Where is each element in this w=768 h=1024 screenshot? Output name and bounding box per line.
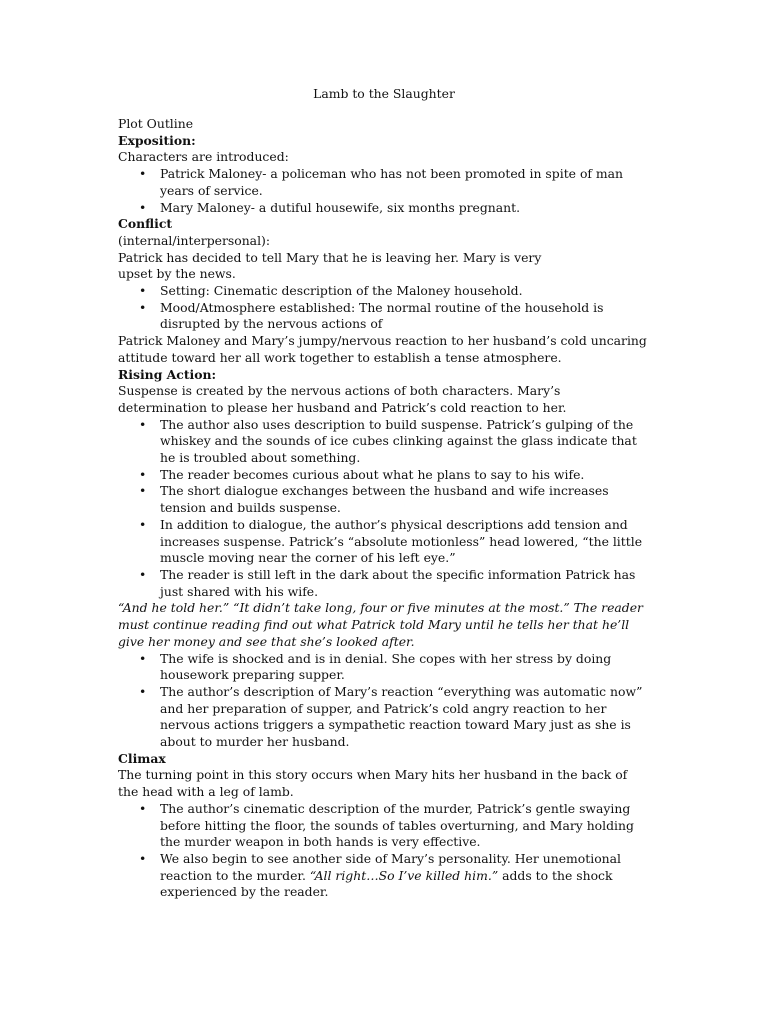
list-item: • Setting: Cinematic description of the Maloney household. xyxy=(118,283,648,300)
climax-bullet-quote: “All right…So I’ve killed him.” xyxy=(309,867,499,883)
climax-bullet-text-end: adds to the shock experienced by the reader. xyxy=(160,867,613,900)
document-title: Lamb to the Slaughter xyxy=(313,86,455,101)
exposition-list xyxy=(118,166,648,216)
conflict-paragraph-2: Patrick Maloney and Mary’s jumpy/nervous reaction to her husband’s cold uncaring attitude toward her all work together to establish a tense atmosphere. xyxy=(118,333,647,365)
list-item: • The short dialogue exchanges between the husband and wife increases tension and builds suspense. xyxy=(118,483,648,516)
list-item: • The author’s cinematic description of the murder, Patrick’s gentle swaying before hitting the floor, the sounds of tables overturning, and Mary holding the murder weapon in both hands is very effective. xyxy=(118,801,648,851)
rising-action-list-2 xyxy=(118,651,648,751)
document-body xyxy=(118,116,648,901)
list-item: • In addition to dialogue, the author’s physical descriptions add tension and increases suspense. Patrick’s “absolute motionless” head lowered, “the little muscle moving near the corner of his left eye.” xyxy=(118,517,648,567)
conflict-list xyxy=(118,283,648,333)
list-item: • The author also uses description to build suspense. Patrick’s gulping of the whiskey and the sounds of ice cubes clinking against the glass indicate that he is troubled about something. xyxy=(118,417,648,467)
exposition-intro: Characters are introduced: xyxy=(118,149,289,165)
exposition-heading: Exposition: xyxy=(118,132,196,148)
rising-action-list xyxy=(118,417,648,601)
climax-paragraph: The turning point in this story occurs when Mary hits her husband in the back of the head with a leg of lamb. xyxy=(118,767,628,800)
list-item: • The reader is still left in the dark about the specific information Patrick has just shared with his wife. xyxy=(118,567,648,600)
plot-outline-label: Plot Outline xyxy=(118,116,194,131)
rising-action-quote: “And he told her.” “It didn’t take long, four or five minutes at the most.” The reader must continue reading find out what Patrick told Mary until he tells her that he’ll give her money and see that she’s looked after. xyxy=(118,600,643,649)
list-item: • Mary Maloney- a dutiful housewife, six months pregnant. xyxy=(118,200,648,217)
list-item: • The wife is shocked and is in denial. She copes with her stress by doing housework preparing supper. xyxy=(118,651,648,684)
rising-action-heading: Rising Action: xyxy=(118,366,217,382)
conflict-subheading: (internal/interpersonal): xyxy=(118,232,271,248)
list-item: • The reader becomes curious about what he plans to say to his wife. xyxy=(118,467,648,484)
list-item xyxy=(118,851,648,901)
list-item: • Mood/Atmosphere established: The normal routine of the household is disrupted by the nervous actions of xyxy=(118,300,648,333)
climax-bullet-text: We also begin to see another side of Mary’s personality. Her unemotional reaction to the murder. xyxy=(160,850,621,883)
climax-heading: Climax xyxy=(118,750,166,766)
list-item: • Patrick Maloney- a policeman who has not been promoted in spite of man years of service. xyxy=(118,166,648,199)
conflict-heading: Conflict xyxy=(118,216,173,232)
climax-list xyxy=(118,801,648,901)
rising-action-paragraph: Suspense is created by the nervous actions of both characters. Mary’s determination to please her husband and Patrick’s cold reaction to her. xyxy=(118,383,567,415)
list-item: • The author’s description of Mary’s reaction “everything was automatic now” and her preparation of supper, and Patrick’s cold angry reaction to her nervous actions triggers a sympathetic reaction toward Mary just as she is about to murder her husband. xyxy=(118,684,648,751)
conflict-paragraph: Patrick has decided to tell Mary that he is leaving her. Mary is very upset by the news. xyxy=(118,249,542,282)
